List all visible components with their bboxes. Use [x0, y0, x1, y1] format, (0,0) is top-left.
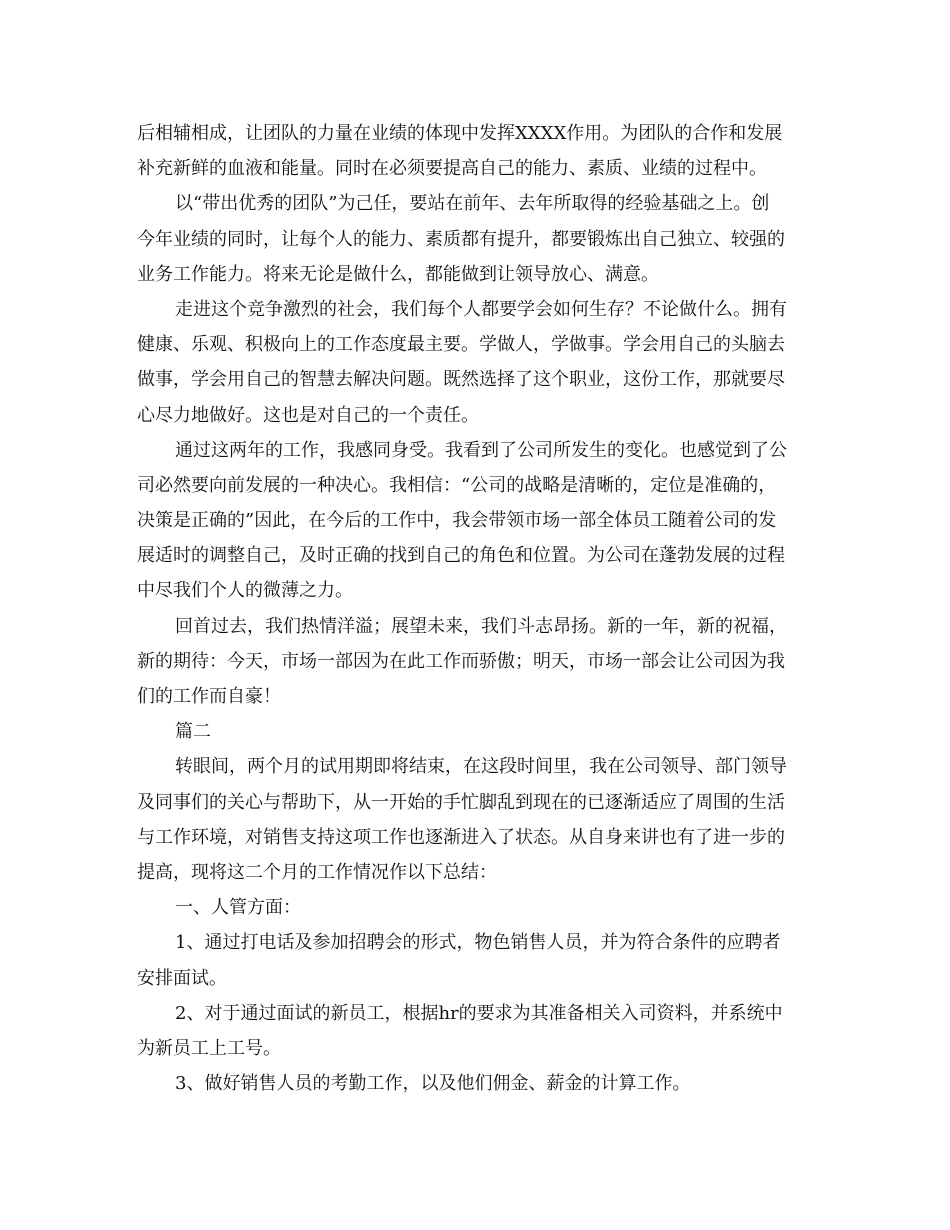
text-line: 回首过去，我们热情洋溢；展望未来，我们斗志昂扬。新的一年，新的祝福， — [175, 615, 787, 637]
text-line: 今年业绩的同时，让每个人的能力、素质都有提升，都要锻炼出自己独立、较强的 — [137, 228, 785, 250]
text-line: 新的期待：今天，市场一部因为在此工作而骄傲；明天，市场一部会让公司因为我 — [137, 650, 785, 672]
text-line: 做事，学会用自己的智慧去解决问题。既然选择了这个职业，这份工作，那就要尽 — [137, 369, 785, 391]
text-line: 1、通过打电话及参加招聘会的形式，物色销售人员，并为符合条件的应聘者 — [175, 932, 781, 954]
text-line: 后相辅相成，让团队的力量在业绩的体现中发挥XXXX作用。为团队的合作和发展 — [137, 123, 783, 144]
text-line: 决策是正确的”因此，在今后的工作中，我会带领市场一部全体员工随着公司的发 — [137, 510, 777, 532]
text-line: 3、做好销售人员的考勤工作，以及他们佣金、薪金的计算工作。 — [175, 1073, 691, 1095]
text-line: 走进这个竞争激烈的社会，我们每个人都要学会如何生存？不论做什么。拥有 — [175, 298, 787, 320]
text-line: 补充新鲜的血液和能量。同时在必须要提高自己的能力、素质、业绩的过程中。 — [137, 158, 767, 180]
text-line: 提高，现将这二个月的工作情况作以下总结： — [137, 861, 497, 883]
document-body — [137, 116, 817, 1101]
text-line: 心尽力地做好。这也是对自己的一个责任。 — [137, 404, 479, 426]
text-line: 与工作环境，对销售支持这项工作也逐渐进入了状态。从自身来讲也有了进一步的 — [137, 826, 785, 848]
text-line: 安排面试。 — [137, 967, 227, 989]
text-line: 2、对于通过面试的新员工，根据hr的要求为其准备相关入司资料，并系统中 — [175, 1002, 783, 1024]
text-line: 以“带出优秀的团队”为己任，要站在前年、去年所取得的经验基础之上。创 — [175, 193, 770, 215]
text-line: 转眼间，两个月的试用期即将结束，在这段时间里，我在公司领导、部门领导 — [175, 756, 787, 778]
text-line: 通过这两年的工作，我感同身受。我看到了公司所发生的变化。也感觉到了公 — [175, 439, 787, 461]
text-line: 们的工作而自豪！ — [137, 686, 281, 707]
text-line: 业务工作能力。将来无论是做什么，都能做到让领导放心、满意。 — [137, 263, 659, 285]
text-line: 及同事们的关心与帮助下，从一开始的手忙脚乱到现在的已逐渐适应了周围的生活 — [137, 791, 785, 813]
text-line: 司必然要向前发展的一种决心。我相信：“公司的战略是清晰的，定位是准确的， — [137, 474, 777, 496]
text-line: 篇二 — [175, 721, 211, 743]
text-line: 健康、乐观、积极向上的工作态度最主要。学做人，学做事。学会用自己的头脑去 — [137, 334, 785, 356]
text-line: 一、人管方面： — [175, 897, 301, 919]
text-line: 展适时的调整自己，及时正确的找到自己的角色和位置。为公司在蓬勃发展的过程 — [137, 545, 785, 567]
text-line: 为新员工上工号。 — [137, 1037, 281, 1059]
text-line: 中尽我们个人的微薄之力。 — [137, 580, 353, 602]
